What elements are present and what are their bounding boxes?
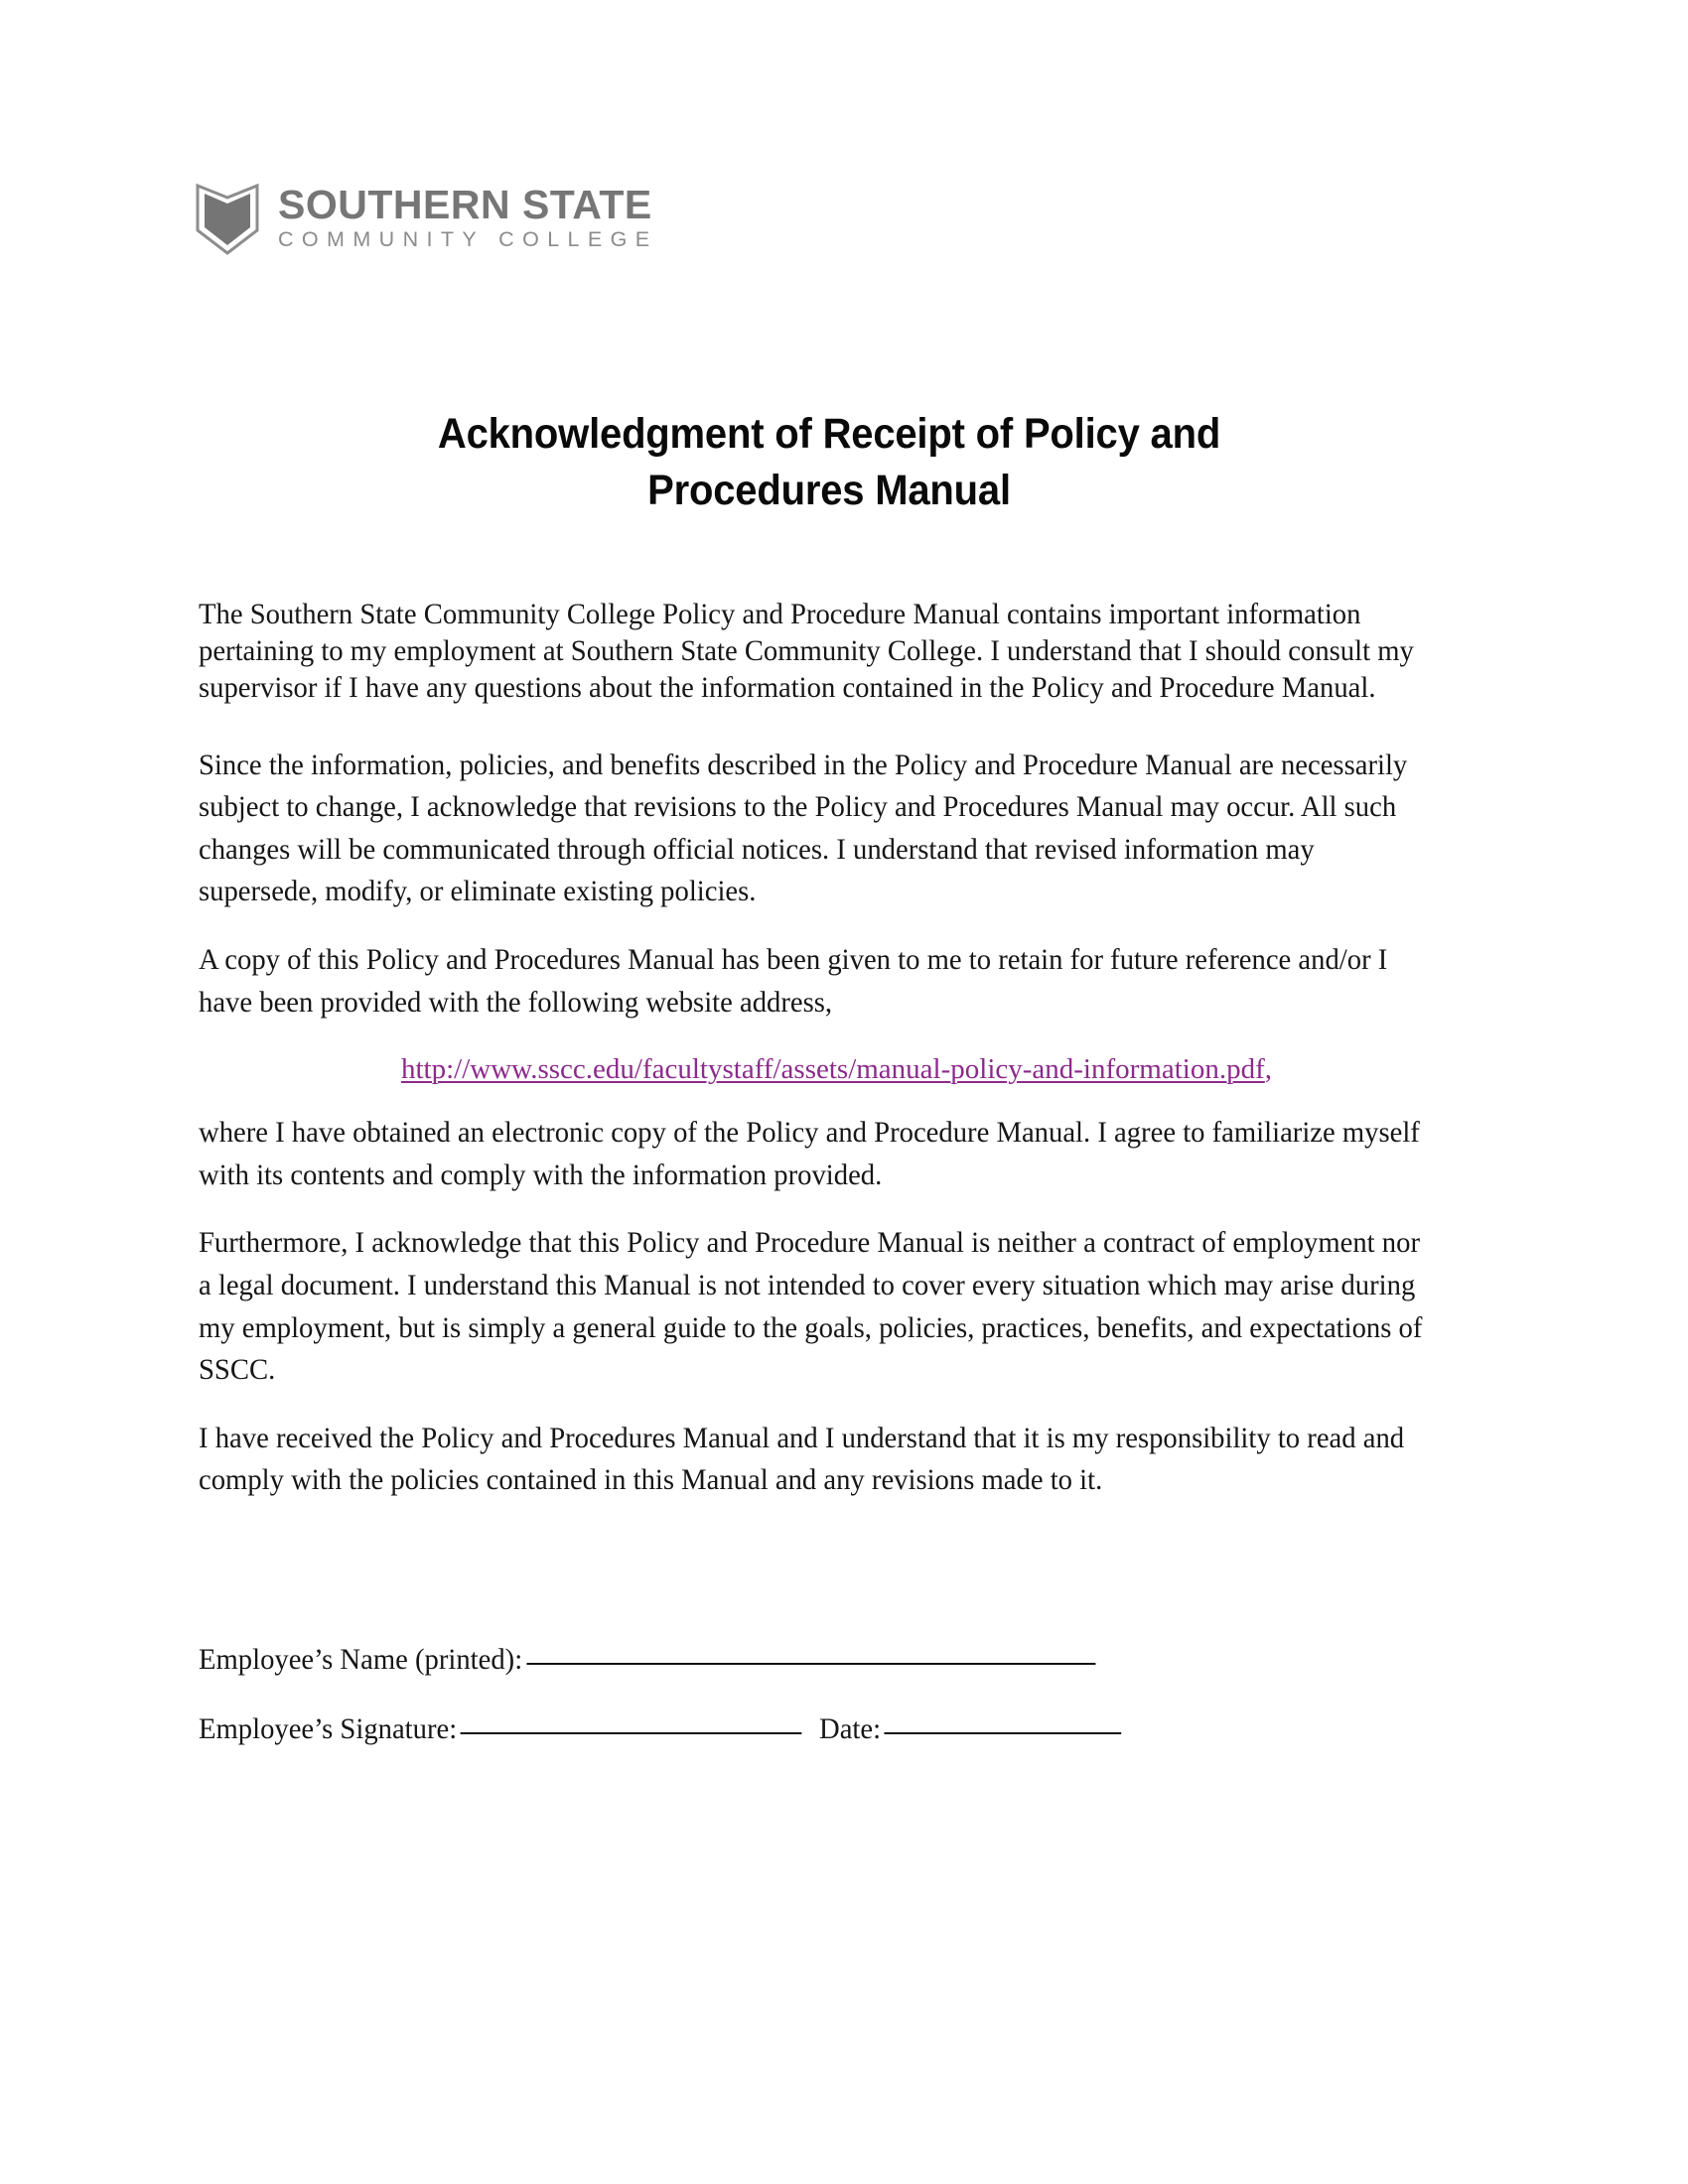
date-field[interactable] (885, 1732, 1122, 1734)
page-title: Acknowledgment of Receipt of Policy and Procedures Manual (437, 409, 1221, 514)
policy-manual-link[interactable]: http://www.sscc.edu/facultystaff/assets/manual-policy-and-information.pdf (400, 1053, 1265, 1086)
date-label: Date: (819, 1712, 882, 1745)
paragraph-3: A copy of this Policy and Procedures Manual has been given to me to retain for future reference and/or I have been provided with the following website address, (199, 942, 1388, 1019)
employee-signature-field[interactable] (461, 1732, 802, 1734)
employee-name-row (199, 1643, 1432, 1677)
college-logo (195, 181, 658, 254)
paragraph-2: Since the information, policies, and benefits described in the Policy and Procedure Manual are necessarily subject to change, I acknowledge that revisions to the Policy and Procedures Manual may occur. All such changes will be communicated through official notices. I understand that revised information may supersede, modify, or eliminate existing policies. (199, 748, 1408, 908)
document-body (199, 596, 1489, 1528)
employee-signature-row (199, 1712, 1432, 1746)
paragraph-4: where I have obtained an electronic copy of the Policy and Procedure Manual. I agree to familiarize myself with its contents and comply with the information provided. (199, 1116, 1420, 1191)
url-trailing-comma: , (1264, 1053, 1273, 1086)
shield-book-logo-icon (195, 183, 260, 254)
paragraph-5: Furthermore, I acknowledge that this Policy and Procedure Manual is neither a contract of employment nor a legal document. I understand this Manual is not intended to cover every situation which may arise during my employment, but is simply a general guide to the goals, policies, practices, benefits, and expectations of SSCC. (199, 1226, 1423, 1387)
employee-name-field[interactable] (526, 1663, 1095, 1665)
paragraph-6: I have received the Policy and Procedures Manual and I understand that it is my responsibility to read and comply with the policies contained in this Manual and any revisions made to it. (199, 1421, 1405, 1497)
logo-secondary-text: COMMUNITY COLLEGE (278, 227, 658, 252)
policy-manual-url-line (199, 1049, 1475, 1090)
employee-name-label: Employee’s Name (printed): (199, 1643, 523, 1676)
signature-block (199, 1643, 1432, 1782)
logo-primary-text: SOUTHERN STATE (278, 182, 652, 227)
employee-signature-label: Employee’s Signature: (199, 1712, 458, 1745)
logo-wordmark (278, 181, 658, 252)
paragraph-1: The Southern State Community College Policy and Procedure Manual contains important information pertaining to my employment at Southern State Community College. I understand that I should consult my supervisor if I have any questions about the information contained in the Policy and Procedure Manual. (199, 598, 1414, 705)
